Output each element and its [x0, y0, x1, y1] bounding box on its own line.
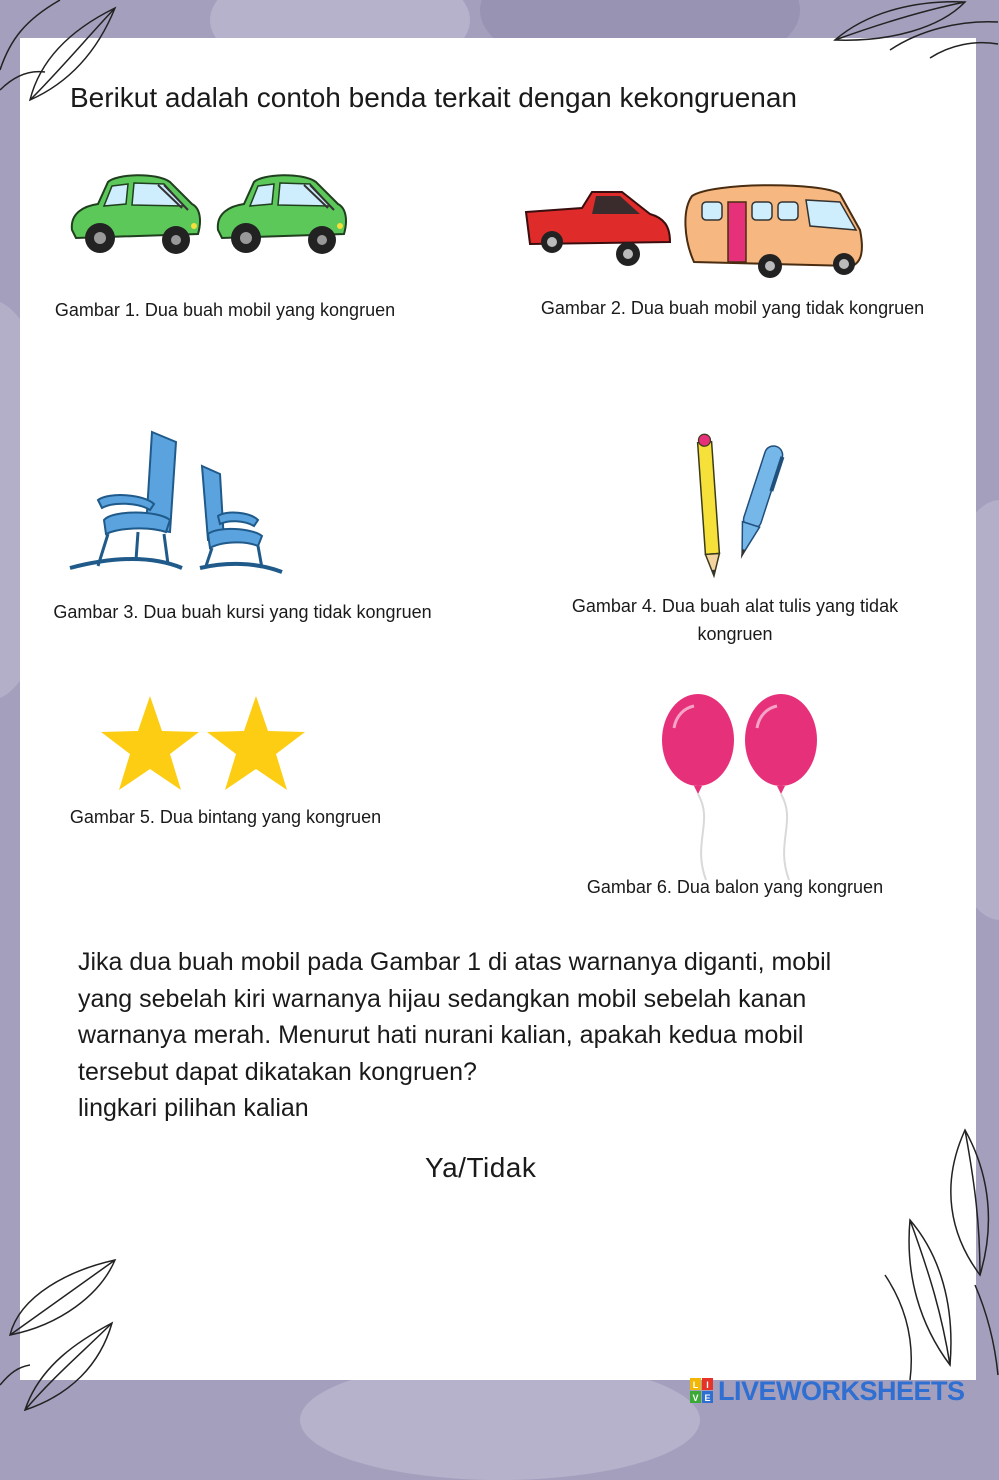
balloons-illustration	[658, 692, 823, 882]
figure-1-caption: Gambar 1. Dua buah mobil yang kongruen	[54, 300, 396, 320]
question-line: yang sebelah kiri warnanya hijau sedangkan mobil sebelah kanan	[78, 984, 807, 1013]
answer-options[interactable]: Ya/Tidak	[425, 1152, 537, 1183]
figure-6-caption: Gambar 6. Dua balon yang kongruen	[586, 877, 884, 897]
green-cars-illustration	[66, 168, 356, 260]
stars-illustration	[98, 694, 310, 794]
svg-text:I: I	[706, 1380, 709, 1390]
figure-5-caption: Gambar 5. Dua bintang yang kongruen	[69, 807, 382, 827]
question-line: lingkari pilihan kalian	[78, 1094, 309, 1122]
figure-3-caption: Gambar 3. Dua buah kursi yang tidak kongruen	[53, 602, 432, 622]
liveworksheets-logo	[690, 1376, 965, 1406]
live-badge-icon	[690, 1378, 714, 1404]
question-line: warnanya merah. Menurut hati nurani kalian, apakah kedua mobil	[78, 1021, 804, 1049]
pencil-and-pen-illustration	[690, 430, 790, 580]
question-line: tersebut dapat dikatakan kongruen?	[78, 1057, 477, 1086]
leaf-decoration-bottom-left	[0, 1255, 150, 1415]
question-text	[78, 944, 918, 1127]
rocking-chairs-illustration	[68, 428, 288, 578]
leaf-decoration-top-right	[830, 0, 999, 60]
liveworksheets-wordmark: LIVEWORKSHEETS	[718, 1375, 965, 1406]
svg-text:L: L	[692, 1380, 699, 1390]
svg-text:E: E	[704, 1393, 711, 1403]
svg-text:V: V	[692, 1393, 699, 1403]
truck-and-van-illustration	[522, 180, 867, 278]
figure-4-caption: Gambar 4. Dua buah alat tulis yang tidak kongruen	[571, 596, 899, 644]
leaf-decoration-bottom-right	[870, 1125, 999, 1385]
figure-2-caption: Gambar 2. Dua buah mobil yang tidak kongruen	[540, 298, 925, 318]
page-title: Berikut adalah contoh benda terkait dengan kekongruenan	[70, 82, 797, 113]
question-line: Jika dua buah mobil pada Gambar 1 di atas warnanya diganti, mobil	[78, 948, 832, 976]
